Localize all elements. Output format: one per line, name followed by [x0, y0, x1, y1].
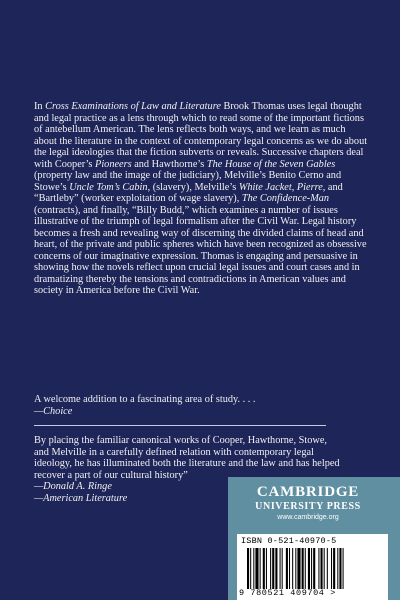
title-reference: The House of the Seven Gables	[206, 158, 336, 170]
review-source: —American Literature	[34, 492, 128, 504]
isbn-label: ISBN 0-521-40970-5	[241, 536, 337, 546]
blurb-text: , and “Bartleby” (worker exploitation of wage slavery),	[34, 181, 343, 204]
blurb-text: Brook Thomas uses legal thought and legal practice as a lens through which to read some of the important fictions of antebellum American. The lens reflects both ways, and we learn as much about the literature in the context of contemporary legal concerns as we do about the legal ideologies that the fiction subverts or reveals. Successive chapters deal with Cooper’s	[34, 101, 368, 170]
barcode-panel	[237, 534, 388, 600]
publisher-url: www.cambridge.org	[277, 514, 339, 521]
blurb-text: and Hawthorne’s	[131, 158, 207, 170]
title-reference: Uncle Tom’s Cabin	[69, 181, 148, 193]
title-reference: Pioneers	[95, 158, 132, 170]
blurb-text: (contracts), and finally, “Billy Budd,” which examines a number of issues illustrative of the triumph of legal formalism after the Civil War. Legal history becomes a fresh and revealing way of discerning the divided claims of head and heart, of the private and public spheres which have been recognized as obsessive concerns of our imaginative expression. Thomas is engaging and persuasive in showing how the novels reflect upon crucial legal issues and court cases and in dramatizing thereby the tensions and contradictions in American values and society in America before the Civil War.	[34, 204, 367, 296]
publisher-press: UNIVERSITY PRESS	[255, 501, 361, 512]
blurb-text: , (slavery), Melville’s	[147, 181, 239, 193]
publisher-name: CAMBRIDGE	[256, 484, 360, 500]
title-reference: White Jacket, Pierre	[238, 181, 323, 193]
divider-rule	[34, 425, 326, 426]
blurb-paragraph	[34, 101, 370, 297]
title-reference: The Confidence-Man	[241, 193, 330, 204]
description-blurb	[34, 101, 370, 297]
review-attribution: —Choice	[34, 405, 73, 417]
review-quote-text: By placing the familiar canonical works of Cooper, Hawthorne, Stowe, and Melville in a carefully defined relation with contemporary legal ideology, he has illuminated both the literature and the law and has helped recover a part of our cultural history”	[34, 435, 340, 481]
review-quote-choice	[34, 394, 370, 417]
title-reference: Cross Examinations of Law and Literature	[45, 101, 221, 112]
barcode-digits: 9 780521 409704 >	[239, 588, 336, 598]
reviewer-name: —Donald A. Ringe	[34, 481, 112, 492]
blurb-text: (property law and the image of the judiciary), Melville’s Benito Cerno and Stowe’s	[34, 170, 342, 193]
blurb-text: In	[34, 101, 46, 112]
publisher-box	[228, 477, 400, 600]
barcode-icon	[247, 548, 379, 589]
review-quote-text: A welcome addition to a fascinating area of study. . . .	[34, 394, 256, 405]
